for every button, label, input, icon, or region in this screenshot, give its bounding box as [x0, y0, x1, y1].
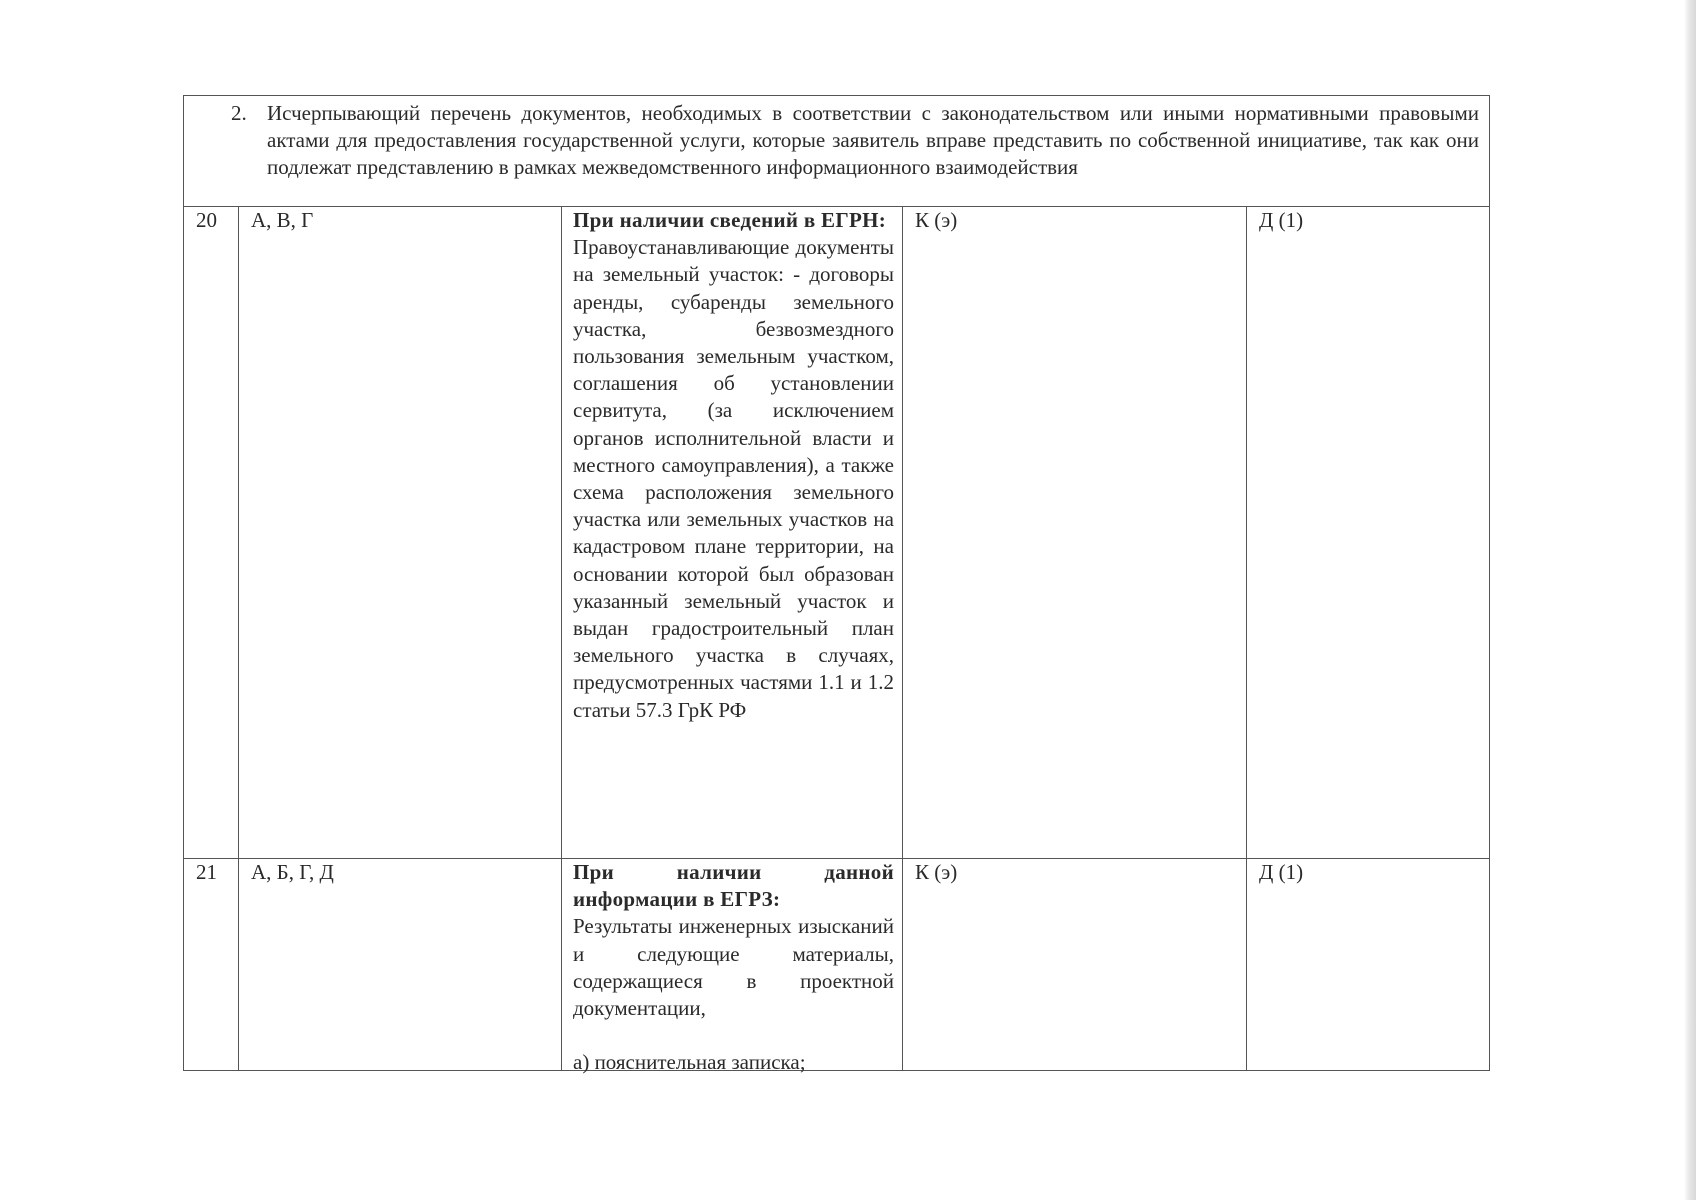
document-description — [562, 859, 903, 1075]
paragraph-gap — [573, 1022, 894, 1049]
applicant-categories: А, Б, Г, Д — [239, 859, 562, 1070]
row-number: 20 — [184, 207, 239, 858]
document-condition: При наличии сведений в ЕГРН: — [573, 208, 887, 232]
documents-table — [183, 95, 1490, 1075]
document-condition: При наличии данной информации в ЕГРЗ: — [573, 860, 894, 912]
document-item: а) пояснительная записка; — [573, 1050, 806, 1075]
table-row — [184, 859, 1489, 1075]
document-description — [562, 207, 903, 858]
provision-type: Д (1) — [1259, 860, 1304, 884]
document-form: К (э) — [903, 859, 1247, 1070]
provision-type: Д (1) — [1259, 208, 1304, 232]
document-text: Результаты инженерных изысканий и следующие материалы, содержащиеся в проектной документации, — [573, 914, 894, 1021]
section-header — [184, 96, 1489, 207]
table-row — [184, 207, 1489, 859]
row-number: 21 — [184, 859, 239, 1070]
scan-edge — [1684, 0, 1696, 1200]
applicant-categories: А, В, Г — [239, 207, 562, 858]
section-title: Исчерпывающий перечень документов, необходимых в соответствии с законодательством или иными нормативными правовыми актами для предоставления государственной услуги, которые заявитель вправе представить по собственной инициативе, так как они подлежат представлению в рамках межведомственного информационного взаимодействия — [267, 101, 1479, 179]
section-number: 2. — [231, 101, 247, 125]
document-form: К (э) — [903, 207, 1247, 858]
document-text: Правоустанавливающие документы на земельный участок: - договоры аренды, субаренды земельного участка, безвозмездного пользования земельным участком, соглашения об установлении сервитута, (за исключением органов исполнительной власти и местного самоуправления), а также схема расположения земельного участка или земельных участков на кадастровом плане территории, на основании которой был образован указанный земельный участок и выдан градостроительный план земельного участка в случаях, предусмотренных частями 1.1 и 1.2 статьи 57.3 ГрК РФ — [573, 235, 894, 722]
